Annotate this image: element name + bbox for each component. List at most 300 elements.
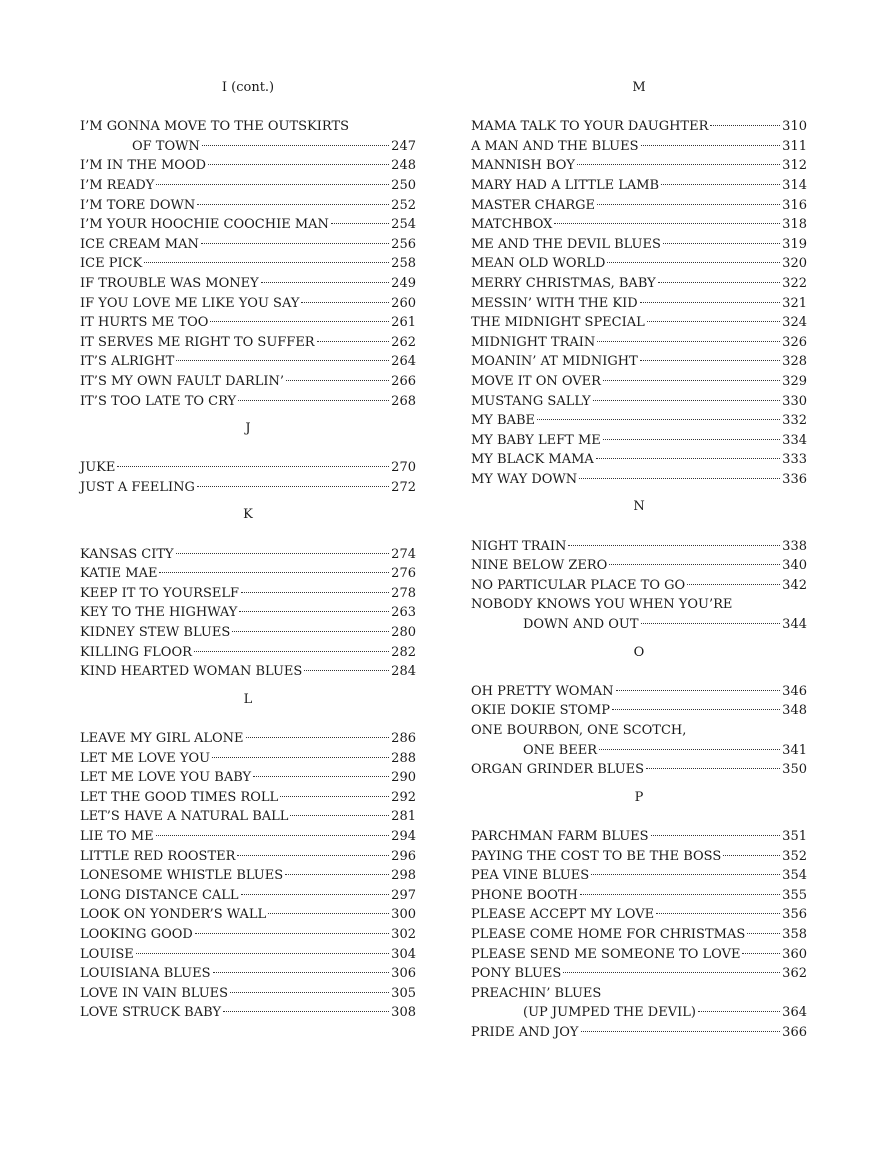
index-entry [80, 372, 416, 392]
index-entry [80, 137, 416, 157]
dot-leader [201, 243, 389, 244]
index-entry [80, 545, 416, 565]
index-entry [80, 564, 416, 584]
page-number: 322 [782, 275, 807, 291]
index-entry [471, 254, 807, 274]
page-number: 256 [391, 236, 416, 252]
dot-leader [563, 972, 780, 973]
song-title: DOWN AND OUT [523, 617, 639, 633]
song-title: IT’S TOO LATE TO CRY [80, 393, 237, 409]
page-number: 329 [782, 373, 807, 389]
page-number: 328 [782, 354, 807, 370]
index-section [80, 690, 416, 1023]
page-number: 302 [391, 926, 416, 942]
index-entry [471, 196, 807, 216]
page-number: 280 [391, 625, 416, 641]
song-title: PAYING THE COST TO BE THE BOSS [471, 848, 722, 864]
dot-leader [597, 341, 780, 342]
dot-leader [261, 282, 389, 283]
song-title: LONESOME WHISTLE BLUES [80, 868, 284, 884]
index-entry [471, 964, 807, 984]
dot-leader [197, 486, 389, 487]
page-number: 330 [782, 393, 807, 409]
page-number: 300 [391, 907, 416, 923]
index-entry [471, 595, 807, 615]
section-letter-heading: K [243, 507, 253, 523]
index-entry [80, 749, 416, 769]
song-title: MOANIN’ AT MIDNIGHT [471, 354, 638, 370]
dot-leader [230, 992, 389, 993]
page-number: 362 [782, 966, 807, 982]
index-entry [80, 729, 416, 749]
song-title: KILLING FLOOR [80, 644, 192, 660]
dot-leader [117, 466, 389, 467]
dot-leader [176, 553, 390, 554]
song-title: LOOK ON YONDER’S WALL [80, 907, 267, 923]
page-number: 358 [782, 926, 807, 942]
page-number: 308 [391, 1005, 416, 1021]
song-title: I’M GONNA MOVE TO THE OUTSKIRTS [80, 119, 350, 135]
page-number: 294 [391, 828, 416, 844]
dot-leader [331, 223, 389, 224]
dot-leader [304, 670, 389, 671]
song-title: MARY HAD A LITTLE LAMB [471, 177, 660, 193]
dot-leader [581, 1031, 781, 1032]
dot-leader [577, 164, 780, 165]
song-title: I’M IN THE MOOD [80, 158, 207, 174]
index-entry [471, 886, 807, 906]
page-number: 321 [782, 295, 807, 311]
song-title: THE MIDNIGHT SPECIAL [471, 315, 645, 331]
dot-leader [238, 400, 389, 401]
index-entry [471, 1003, 807, 1023]
index-entry [80, 254, 416, 274]
dot-leader [290, 815, 389, 816]
dot-leader [156, 835, 390, 836]
index-entry [471, 470, 807, 490]
dot-leader [246, 737, 390, 738]
index-entry [471, 431, 807, 451]
song-title: LET THE GOOD TIMES ROLL [80, 789, 279, 805]
dot-leader [241, 592, 389, 593]
dot-leader [593, 400, 780, 401]
index-section [471, 788, 807, 1043]
index-entry [471, 721, 807, 741]
index-entry [80, 768, 416, 788]
index-entry [80, 176, 416, 196]
dot-leader [616, 690, 781, 691]
dot-leader [317, 341, 390, 342]
song-title: LOVE IN VAIN BLUES [80, 985, 229, 1001]
dot-leader [658, 282, 780, 283]
page-number: 333 [782, 452, 807, 468]
page-number: 344 [782, 617, 807, 633]
dot-leader [698, 1011, 780, 1012]
index-entry [471, 215, 807, 235]
page-number: 250 [391, 177, 416, 193]
index-entry [80, 603, 416, 623]
index-entry [80, 643, 416, 663]
index-entry [471, 450, 807, 470]
song-title: I’M YOUR HOOCHIE COOCHIE MAN [80, 217, 329, 233]
song-title: LET ME LOVE YOU [80, 750, 211, 766]
dot-leader [641, 145, 781, 146]
index-section [471, 497, 807, 634]
index-entry [471, 137, 807, 157]
index-entry [80, 945, 416, 965]
page-number: 270 [391, 460, 416, 476]
page-number: 281 [391, 809, 416, 825]
song-title: MUSTANG SALLY [471, 393, 591, 409]
song-title: MEAN OLD WORLD [471, 256, 606, 272]
page-number: 332 [782, 413, 807, 429]
index-entry [471, 352, 807, 372]
page-number: 341 [782, 742, 807, 758]
index-section [80, 505, 416, 681]
index-entry [80, 117, 416, 137]
song-title: PEA VINE BLUES [471, 868, 590, 884]
page-number: 304 [391, 946, 416, 962]
song-title: OH PRETTY WOMAN [471, 683, 614, 699]
song-title: LOUISIANA BLUES [80, 966, 211, 982]
dot-leader [647, 321, 780, 322]
page-number: 319 [782, 236, 807, 252]
page-number: 360 [782, 946, 807, 962]
index-entry [471, 905, 807, 925]
page-number: 278 [391, 585, 416, 601]
index-entry [80, 925, 416, 945]
index-column-left [80, 78, 416, 1023]
dot-leader [742, 953, 780, 954]
page-number: 274 [391, 546, 416, 562]
dot-leader [641, 623, 781, 624]
page-number: 310 [782, 119, 807, 135]
song-title: MY BABE [471, 413, 536, 429]
section-letter-heading: L [243, 691, 253, 707]
dot-leader [537, 419, 780, 420]
dot-leader [554, 223, 780, 224]
song-title: KIDNEY STEW BLUES [80, 625, 231, 641]
song-title: MIDNIGHT TRAIN [471, 334, 596, 350]
index-entry [80, 1003, 416, 1023]
index-column-right [471, 78, 807, 1043]
dot-leader [301, 302, 389, 303]
dot-leader [663, 243, 780, 244]
index-entry [80, 333, 416, 353]
dot-leader [195, 933, 389, 934]
page-number: 340 [782, 558, 807, 574]
index-entry [80, 827, 416, 847]
song-title: PARCHMAN FARM BLUES [471, 828, 649, 844]
song-title: LOVE STRUCK BABY [80, 1005, 222, 1021]
song-title: NO PARTICULAR PLACE TO GO [471, 577, 686, 593]
page-number: 254 [391, 217, 416, 233]
song-title: IT’S ALRIGHT [80, 354, 175, 370]
section-letter-heading: O [633, 644, 645, 660]
index-entry [80, 478, 416, 498]
dot-leader [241, 894, 390, 895]
page-number: 314 [782, 177, 807, 193]
index-entry [471, 827, 807, 847]
dot-leader [579, 478, 780, 479]
song-title: PONY BLUES [471, 966, 562, 982]
page-number: 262 [391, 334, 416, 350]
index-entry [471, 176, 807, 196]
page-number: 249 [391, 275, 416, 291]
index-entry [80, 392, 416, 412]
dot-leader [239, 611, 389, 612]
section-letter-heading: I (cont.) [221, 80, 275, 95]
page-number: 350 [782, 762, 807, 778]
page-number: 260 [391, 295, 416, 311]
page-number: 247 [391, 138, 416, 154]
page-number: 248 [391, 158, 416, 174]
song-title: MY BABY LEFT ME [471, 432, 601, 448]
page-number: 258 [391, 256, 416, 272]
song-title: MY BLACK MAMA [471, 452, 594, 468]
page-number: 352 [782, 848, 807, 864]
dot-leader [194, 651, 389, 652]
page-number: 292 [391, 789, 416, 805]
song-title: NINE BELOW ZERO [471, 558, 608, 574]
song-title: (UP JUMPED THE DEVIL) [523, 1005, 696, 1021]
song-title: ICE CREAM MAN [80, 236, 199, 252]
song-title: LEAVE MY GIRL ALONE [80, 731, 244, 746]
index-entry [471, 392, 807, 412]
song-title: IF YOU LOVE ME LIKE YOU SAY [80, 295, 300, 311]
index-entry [80, 905, 416, 925]
page-number: 316 [782, 197, 807, 213]
dot-leader [640, 360, 780, 361]
index-entry [80, 196, 416, 216]
index-entry [471, 682, 807, 702]
page-number: 284 [391, 664, 416, 680]
page-number: 326 [782, 334, 807, 350]
dot-leader [213, 972, 390, 973]
dot-leader [280, 796, 389, 797]
song-title: LET ME LOVE YOU BABY [80, 770, 252, 786]
index-entry [471, 333, 807, 353]
song-title: LOOKING GOOD [80, 926, 193, 942]
index-entry [471, 984, 807, 1004]
dot-leader [208, 164, 389, 165]
song-title: KIND HEARTED WOMAN BLUES [80, 664, 303, 680]
page-number: 351 [782, 828, 807, 844]
song-title: KEEP IT TO YOURSELF [80, 585, 240, 601]
index-entry [80, 866, 416, 886]
dot-leader [568, 545, 780, 546]
page-number: 296 [391, 848, 416, 864]
dot-leader [609, 564, 780, 565]
dot-leader [597, 204, 780, 205]
page-number: 364 [782, 1005, 807, 1021]
page-number: 342 [782, 577, 807, 593]
dot-leader [656, 913, 780, 914]
index-entry [471, 294, 807, 314]
song-title: MY WAY DOWN [471, 471, 578, 487]
page-number: 324 [782, 315, 807, 331]
song-title: LET’S HAVE A NATURAL BALL [80, 809, 289, 825]
dot-leader [210, 321, 389, 322]
index-entry [471, 615, 807, 635]
index-section [80, 419, 416, 497]
index-entry [471, 117, 807, 137]
dot-leader [591, 874, 780, 875]
index-entry [471, 866, 807, 886]
song-title: NOBODY KNOWS YOU WHEN YOU’RE [471, 597, 733, 613]
song-title: LOUISE [80, 946, 134, 962]
song-title: OF TOWN [132, 138, 200, 154]
dot-leader [202, 145, 389, 146]
index-entry [471, 372, 807, 392]
dot-leader [599, 749, 780, 750]
song-title: IT SERVES ME RIGHT TO SUFFER [80, 334, 315, 350]
index-entry [80, 274, 416, 294]
page-number: 305 [391, 985, 416, 1001]
page-number: 276 [391, 566, 416, 582]
page-number: 356 [782, 907, 807, 923]
page-number: 264 [391, 354, 416, 370]
section-letter-heading: M [632, 80, 646, 95]
song-title: MERRY CHRISTMAS, BABY [471, 275, 656, 291]
index-entry [80, 807, 416, 827]
song-title: MESSIN’ WITH THE KID [471, 295, 638, 311]
page-number: 355 [782, 887, 807, 903]
page-number: 290 [391, 770, 416, 786]
dot-leader [607, 262, 780, 263]
dot-leader [159, 572, 389, 573]
section-letter-heading: J [245, 421, 251, 437]
dot-leader [268, 913, 389, 914]
song-title: OKIE DOKIE STOMP [471, 703, 610, 719]
index-entry [471, 411, 807, 431]
index-entry [471, 274, 807, 294]
dot-leader [212, 757, 389, 758]
song-title: MAMA TALK TO YOUR DAUGHTER [471, 119, 709, 135]
page-number: 320 [782, 256, 807, 272]
dot-leader [596, 458, 780, 459]
index-entry [80, 788, 416, 808]
page-number: 346 [782, 683, 807, 699]
index-entry [80, 313, 416, 333]
song-title: PHONE BOOTH [471, 887, 578, 903]
song-title: LITTLE RED ROOSTER [80, 848, 236, 864]
song-title: NIGHT TRAIN [471, 538, 567, 554]
section-letter-heading: N [633, 499, 645, 515]
section-letter-heading: P [634, 789, 644, 805]
dot-leader [612, 709, 780, 710]
page-number: 306 [391, 966, 416, 982]
index-entry [471, 156, 807, 176]
index-entry [80, 847, 416, 867]
song-title: PLEASE ACCEPT MY LOVE [471, 907, 655, 923]
page-number: 263 [391, 605, 416, 621]
dot-leader [136, 953, 389, 954]
index-entry [471, 847, 807, 867]
index-entry [80, 458, 416, 478]
index-entry [80, 352, 416, 372]
dot-leader [687, 584, 780, 585]
dot-leader [232, 631, 389, 632]
index-entry [80, 623, 416, 643]
page-number: 297 [391, 887, 416, 903]
song-title: I’M TORE DOWN [80, 197, 196, 213]
index-entry [80, 584, 416, 604]
index-entry [80, 294, 416, 314]
song-title: PLEASE SEND ME SOMEONE TO LOVE [471, 946, 741, 962]
song-title: MOVE IT ON OVER [471, 373, 601, 389]
dot-leader [156, 184, 389, 185]
song-title: KEY TO THE HIGHWAY [80, 605, 238, 621]
index-entry [471, 556, 807, 576]
song-title: ICE PICK [80, 256, 143, 272]
dot-leader [603, 380, 780, 381]
index-entry [471, 235, 807, 255]
page-number: 298 [391, 868, 416, 884]
dot-leader [651, 835, 781, 836]
song-title: JUST A FEELING [80, 479, 195, 495]
dot-leader [661, 184, 780, 185]
song-title: ONE BEER [523, 742, 597, 758]
song-title: LONG DISTANCE CALL [80, 887, 239, 903]
page-number: 252 [391, 197, 416, 213]
page-number: 268 [391, 393, 416, 409]
dot-leader [640, 302, 780, 303]
song-title: IT’S MY OWN FAULT DARLIN’ [80, 373, 285, 389]
page-number: 354 [782, 868, 807, 884]
page-number: 286 [391, 731, 416, 746]
dot-leader [710, 125, 780, 126]
dot-leader [144, 262, 389, 263]
song-title: ORGAN GRINDER BLUES [471, 762, 645, 778]
page-number: 348 [782, 703, 807, 719]
index-entry [80, 156, 416, 176]
page-number: 334 [782, 432, 807, 448]
dot-leader [197, 204, 389, 205]
index-entry [471, 945, 807, 965]
song-title: ME AND THE DEVIL BLUES [471, 236, 661, 252]
dot-leader [285, 874, 389, 875]
index-section [80, 78, 416, 411]
song-title: MANNISH BOY [471, 158, 575, 174]
song-title: JUKE [80, 460, 116, 476]
index-entry [80, 886, 416, 906]
index-entry [471, 313, 807, 333]
index-entry [471, 537, 807, 557]
dot-leader [176, 360, 389, 361]
page-number: 338 [782, 538, 807, 554]
index-entry [80, 662, 416, 682]
dot-leader [603, 439, 780, 440]
dot-leader [646, 768, 780, 769]
dot-leader [223, 1011, 389, 1012]
song-title: IT HURTS ME TOO [80, 315, 209, 331]
song-title: IF TROUBLE WAS MONEY [80, 275, 259, 291]
song-title: PRIDE AND JOY [471, 1024, 579, 1040]
dot-leader [286, 380, 389, 381]
index-entry [80, 215, 416, 235]
page-number: 272 [391, 479, 416, 495]
song-title: I’M READY [80, 177, 155, 193]
index-entry [471, 576, 807, 596]
page-number: 311 [782, 138, 807, 154]
song-title: PREACHIN’ BLUES [471, 985, 602, 1001]
dot-leader [747, 933, 780, 934]
song-title: MASTER CHARGE [471, 197, 596, 213]
index-entry [471, 741, 807, 761]
page-number: 282 [391, 644, 416, 660]
page-number: 318 [782, 217, 807, 233]
